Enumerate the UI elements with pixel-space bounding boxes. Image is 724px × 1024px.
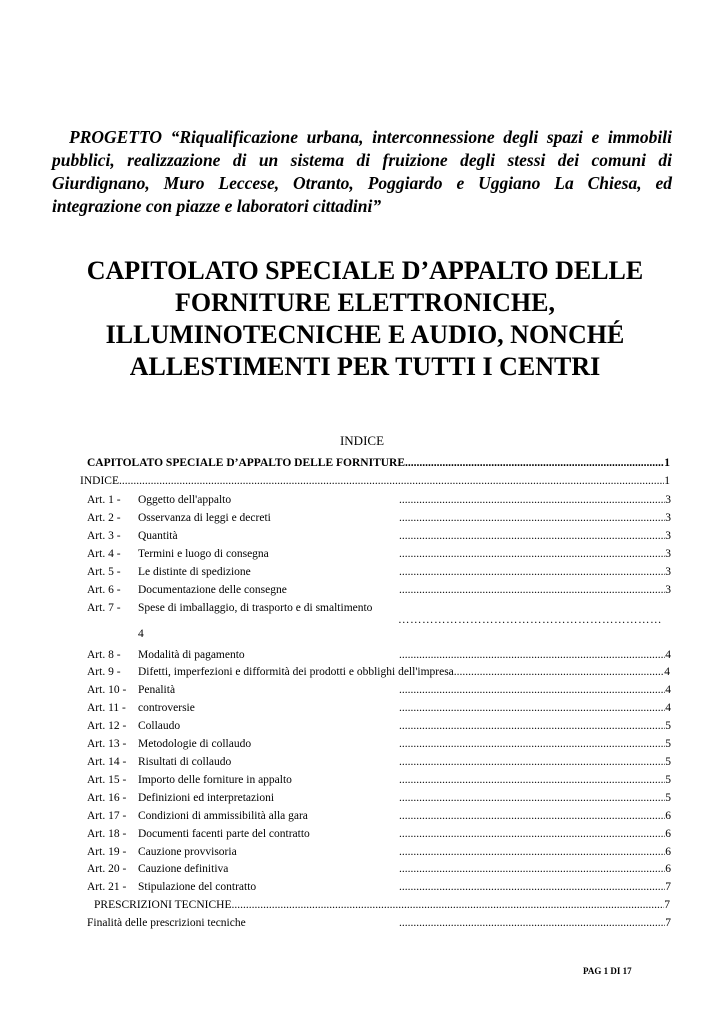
article-page: 3 [665,494,671,506]
toc-leader [399,791,671,806]
toc-article-12[interactable] [87,719,673,734]
article-title: Stipulazione del contratto [138,881,257,893]
toc-entry-page: 7 [665,917,671,929]
toc-entry-prescrizioni[interactable] [94,898,670,913]
toc-leader [399,719,671,734]
article-number: Art. 7 - [87,602,121,614]
toc-leader [399,809,671,824]
toc-article-17[interactable] [87,809,673,824]
toc-leader [399,845,671,860]
toc-article-20[interactable] [87,862,673,877]
main-title-line: ALLESTIMENTI PER TUTTI I CENTRI [129,352,601,381]
article-title: Oggetto dell'appalto [138,494,232,506]
article-page: 4 [665,649,671,661]
toc-article-11[interactable] [87,701,673,716]
toc-article-21[interactable] [87,880,673,895]
article-page: 4 [138,628,144,640]
article-number: Art. 19 - [87,846,127,858]
article-number: Art. 11 - [87,702,126,714]
article-title: Risultati di collaudo [138,756,232,768]
article-number: Art. 16 - [87,792,127,804]
article-title: Documentazione delle consegne [138,584,287,596]
toc-entry-page: 1 [664,475,670,487]
article-page: 6 [665,846,671,858]
article-page: 3 [665,548,671,560]
article-number: Art. 15 - [87,774,127,786]
article-title: Termini e luogo di consegna [138,548,269,560]
article-title: Modalità di pagamento [138,649,245,661]
article-title: Metodologie di collaudo [138,738,252,750]
article-title: Condizioni di ammissibilità alla gara [138,810,308,822]
article-title: Quantità [138,530,178,542]
article-number: Art. 21 - [87,881,127,893]
article-number: Art. 20 - [87,863,127,875]
toc-article-1[interactable] [87,493,673,508]
toc-article-13[interactable] [87,737,673,752]
article-page: 6 [665,863,671,875]
article-page: 4 [664,666,670,678]
toc-leader [399,565,671,580]
toc-leader [399,701,671,716]
toc-leader [399,737,671,752]
article-number: Art. 4 - [87,548,121,560]
article-page: 3 [665,566,671,578]
toc-article-8[interactable] [87,648,673,663]
toc-article-18[interactable] [87,827,673,842]
toc-entry-page: 1 [664,457,670,469]
toc-leader [399,916,671,931]
toc-article-4[interactable] [87,547,673,562]
article-page: 3 [665,512,671,524]
article-title: Collaudo [138,720,181,732]
toc-leader [231,898,664,913]
article-number: Art. 8 - [87,649,121,661]
article-number: Art. 9 - [87,666,121,678]
toc-article-16[interactable] [87,791,673,806]
article-number: Art. 13 - [87,738,127,750]
toc-entry-capitolato[interactable] [87,456,670,471]
article-title: Cauzione definitiva [138,863,229,875]
article-page: 5 [665,792,671,804]
main-title-line: ILLUMINOTECNICHE E AUDIO, NONCHÉ [105,320,625,349]
toc-leader [399,529,671,544]
article-number: Art. 5 - [87,566,121,578]
toc-article-2[interactable] [87,511,673,526]
article-title: Importo delle forniture in appalto [138,774,292,786]
toc-entry-page: 7 [664,899,670,911]
toc-article-19[interactable] [87,845,673,860]
article-number: Art. 2 - [87,512,121,524]
toc-leader [454,665,664,680]
article-number: Art. 18 - [87,828,127,840]
toc-entry-text: PRESCRIZIONI TECNICHE [94,899,232,911]
article-title: controversie [138,702,195,714]
toc-leader [399,583,671,598]
toc-article-10[interactable] [87,683,673,698]
toc-article-14[interactable] [87,755,673,770]
toc-heading: INDICE [339,433,385,448]
toc-entry-text: INDICE [80,475,119,487]
toc-leader [399,773,671,788]
toc-entry-text: CAPITOLATO SPECIALE D’APPALTO DELLE FORNITURE [87,457,406,469]
toc-article-6[interactable] [87,583,673,598]
article-number: Art. 12 - [87,720,127,732]
project-intro: PROGETTO “Riqualificazione urbana, interconnessione degli spazi e immobili pubblici, realizzazione di un sistema di fruizione degli stessi dei comuni di Giurdignano, Muro Leccese, Otranto, Poggiardo e Uggiano La Chiesa, ed integrazione con piazze e laboratori cittadini” [52,127,672,216]
toc-article-5[interactable] [87,565,673,580]
main-title-line: FORNITURE ELETTRONICHE, [175,288,555,317]
article-page: 5 [665,756,671,768]
toc-leader [399,511,671,526]
toc-leader [399,493,671,508]
toc-article-3[interactable] [87,529,673,544]
toc-leader [405,456,664,471]
article-title: Le distinte di spedizione [138,566,251,578]
article-page: 7 [665,881,671,893]
toc-article-9[interactable] [87,665,670,680]
article-title: Definizioni ed interpretazioni [138,792,275,804]
article-page: 6 [665,828,671,840]
toc-leader [399,862,671,877]
article-title: Cauzione provvisoria [138,846,237,858]
article-number: Art. 10 - [87,684,127,696]
article-page: 3 [665,530,671,542]
article-page: 5 [665,774,671,786]
article-title: Difetti, imperfezioni e difformità dei prodotti e obblighi dell'impresa [138,666,454,678]
page-footer: PAG 1 DI 17 [583,966,632,976]
article-page: 6 [665,810,671,822]
article-title: Penalità [138,684,176,696]
article-page: 5 [665,738,671,750]
toc-article-15[interactable] [87,773,673,788]
toc-entry-indice[interactable] [80,474,670,489]
toc-leader: ………………………………………………………… [398,614,662,626]
toc-leader [399,547,671,562]
toc-leader [399,827,671,842]
article-page: 5 [665,720,671,732]
article-number: Art. 6 - [87,584,121,596]
toc-leader [399,648,671,663]
article-title: Osservanza di leggi e decreti [138,512,271,524]
article-title: Spese di imballaggio, di trasporto e di smaltimento [138,602,373,614]
main-title-line: CAPITOLATO SPECIALE D’APPALTO DELLE [86,256,644,285]
toc-leader [399,880,671,895]
article-page: 4 [665,684,671,696]
article-number: Art. 3 - [87,530,121,542]
toc-leader [399,683,671,698]
toc-entry-text: Finalità delle prescrizioni tecniche [87,917,246,929]
toc-entry-finalita[interactable] [87,916,673,931]
article-title: Documenti facenti parte del contratto [138,828,310,840]
toc-leader [399,755,671,770]
article-number: Art. 14 - [87,756,127,768]
article-page: 4 [665,702,671,714]
article-number: Art. 17 - [87,810,127,822]
article-page: 3 [665,584,671,596]
toc-leader [119,474,664,489]
article-number: Art. 1 - [87,494,121,506]
